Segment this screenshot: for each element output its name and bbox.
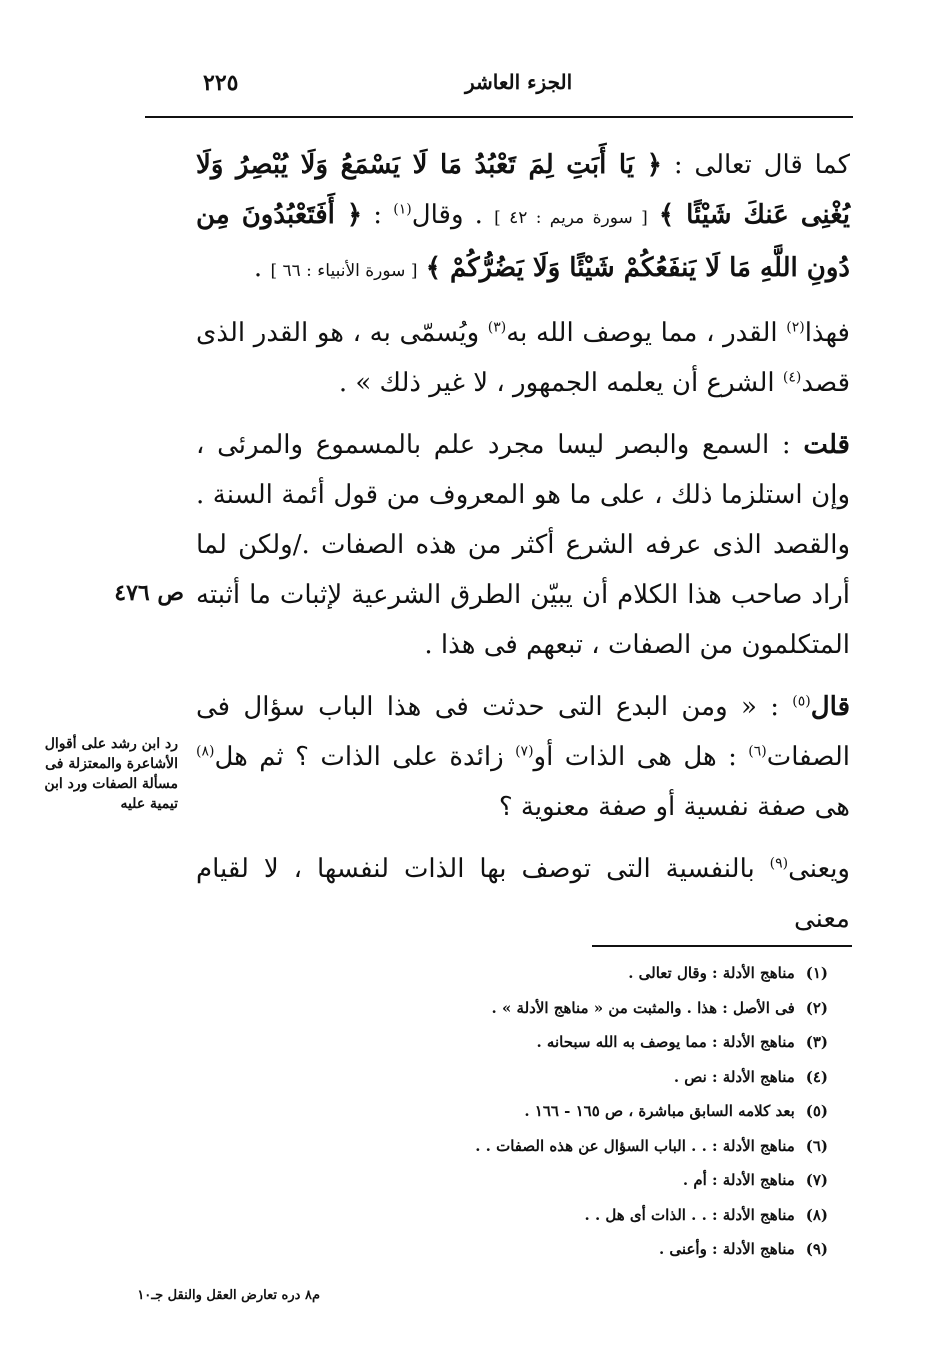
p5-text-2: بالنفسية التى توصف بها الذات لنفسها ، لا لقيام معنى (196, 854, 850, 934)
p4-text-1: : « ومن البدع التى حدثت فى هذا الباب سؤال فى الصفات (196, 692, 850, 772)
p2-text-3: ويُسمّى به ، هو القدر الذى قصد (196, 318, 850, 398)
paragraph-3 (196, 420, 850, 670)
footnote-item (300, 1198, 828, 1233)
footnote-marker-7[interactable]: (٧) (515, 743, 534, 760)
footnote-item (300, 991, 828, 1026)
footnote-marker-4[interactable]: (٤) (782, 369, 802, 386)
footnote-item (300, 1163, 828, 1198)
colon-text: : (362, 200, 383, 230)
footnote-number: (٥) (805, 1102, 828, 1120)
footnote-text: مناهج الأدلة : وقال تعالى . (628, 964, 795, 982)
footnote-number: (٣) (805, 1033, 828, 1051)
footnote-text: مناهج الأدلة : أم . (682, 1171, 795, 1189)
p4-text-3: زائدة على الذات ؟ ثم هل (214, 742, 516, 772)
footnote-text: مناهج الأدلة : مما يوصف به الله سبحانه . (536, 1033, 795, 1051)
quran-verse-2: ﴿ أَفَتَعْبُدُونَ مِن دُونِ اللَّهِ مَا لَا يَنفَعُكُمْ شَيْئًا وَلَا يَضُرُّكُمْ ﴾ (196, 200, 850, 283)
p2-text-4: الشرع أن يعلمه الجمهور ، لا غير ذلك » . (338, 368, 783, 398)
footnote-marker-1[interactable]: (١) (393, 201, 412, 218)
verse-reference-1: [ سورة مريم : ٤٢ ] (494, 208, 648, 228)
end-punct: . (253, 253, 263, 283)
footnote-item (300, 1129, 828, 1164)
p2-text-2: القدر ، مما يوصف الله به (506, 318, 787, 348)
footnote-item (300, 956, 828, 991)
signature-line: م٨ دره تعارض العقل والنقل جـ١٠ (137, 1288, 320, 1303)
footnote-marker-5[interactable]: (٥) (792, 693, 811, 710)
footnote-number: (١) (805, 964, 828, 982)
footnote-number: (٩) (805, 1240, 828, 1258)
margin-page-reference: ص ٤٧٦ (114, 580, 184, 606)
intro-text: كما قال تعالى : (661, 150, 850, 180)
footnote-marker-2[interactable]: (٢) (786, 319, 805, 336)
footnotes (300, 956, 828, 1267)
footnote-item (300, 1025, 828, 1060)
footnote-number: (٢) (805, 998, 828, 1017)
page-number: ٢٢٥ (203, 70, 239, 96)
paragraph-1 (196, 140, 850, 296)
p4-lead-word: قال (810, 692, 850, 722)
footnote-text: مناهج الأدلة : نص . (673, 1067, 795, 1086)
footnote-number: (٤) (805, 1067, 828, 1086)
footnote-separator (592, 945, 852, 947)
p3-lead-word: قلت (803, 430, 850, 460)
main-text (196, 140, 850, 956)
quran-verse-1: ﴿ يَا أَبَتِ لِمَ تَعْبُدُ مَا لَا يَسْمَعُ وَلَا يُبْصِرُ وَلَا يُغْنِى عَنكَ شَيْئًا ﴾ (196, 150, 851, 230)
footnote-text: بعد كلامه السابق مباشرة ، ص ١٦٥ - ١٦٦ . (524, 1102, 795, 1120)
page-header (145, 66, 853, 118)
footnote-marker-6[interactable]: (٦) (748, 743, 767, 760)
footnote-marker-8[interactable]: (٨) (196, 743, 215, 760)
footnote-text: فى الأصل : هذا . والمثبت من « مناهج الأدلة » . (491, 998, 795, 1017)
footnote-number: (٦) (805, 1136, 828, 1155)
footnote-text: مناهج الأدلة : . . الذات أى هل . . (584, 1205, 795, 1224)
footnote-item (300, 1232, 828, 1267)
footnote-number: (٨) (805, 1205, 828, 1224)
connector-text: . وقال (411, 200, 483, 230)
paragraph-5 (196, 844, 850, 944)
p4-text-2: : هل هى الذات أو (533, 742, 749, 772)
footnote-marker-3[interactable]: (٣) (487, 319, 507, 336)
p4-text-4: هى صفة نفسية أو صفة معنوية ؟ (498, 792, 850, 822)
volume-title: الجزء العاشر (465, 70, 573, 94)
paragraph-2 (196, 308, 850, 408)
p5-text-1: ويعنى (788, 854, 850, 884)
p2-text-1: فهذا (804, 318, 850, 348)
footnote-text: مناهج الأدلة : وأعنى . (658, 1240, 795, 1258)
paragraph-4 (196, 682, 850, 832)
margin-topic-note: رد ابن رشد على أقوال الأشاعرة والمعتزلة فى مسألة الصفات ورد ابن تيمية عليه (44, 736, 178, 812)
footnote-item (300, 1094, 828, 1129)
footnote-marker-9[interactable]: (٩) (769, 855, 789, 872)
footnote-item (300, 1060, 828, 1095)
p3-body: : السمع والبصر ليسا مجرد علم بالمسموع والمرئى ، وإن استلزما ذلك ، على ما هو المعروف من قول أئمة السنة . والقصد الذى عرفه الشرع أكثر من هذه الصفات ./ولكن لما أراد صاحب هذا الكلام أن يبيّن الطرق الشرعية لإثبات ما أثبته المتكلمون من الصفات ، تبعهم فى هذا . (196, 430, 850, 660)
verse-reference-2: [ سورة الأنبياء : ٦٦ ] (270, 261, 418, 281)
footnote-text: مناهج الأدلة : . . الباب السؤال عن هذه الصفات . . (475, 1136, 795, 1155)
footnote-number: (٧) (805, 1171, 828, 1189)
